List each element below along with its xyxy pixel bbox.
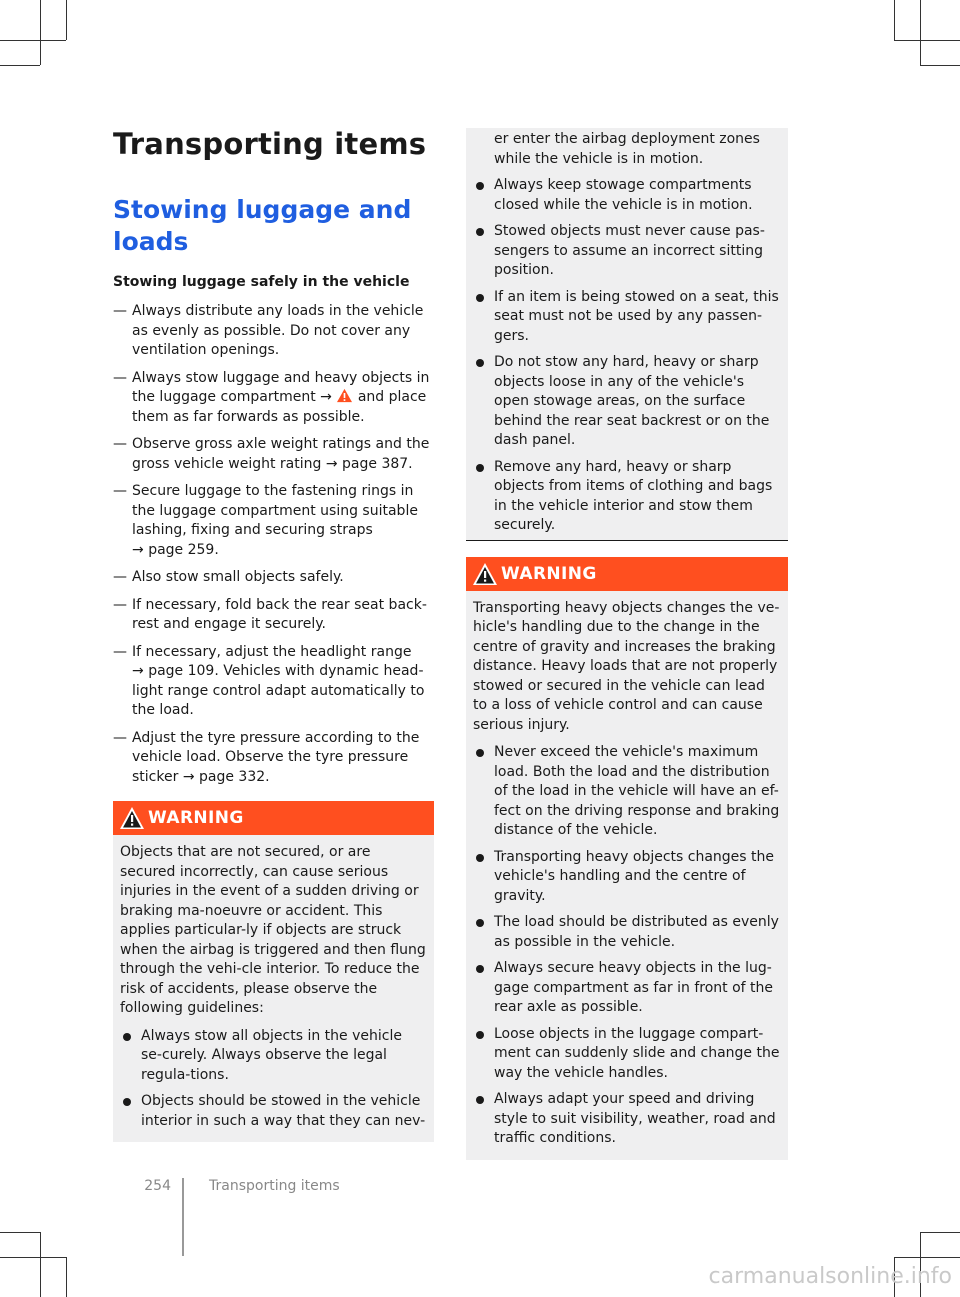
warning-intro: Transporting heavy objects changes the ve-hicle's handling due to the change in the centre of gravity and increases the braking distance. Heavy loads that are not properly stowed or secured in the vehicle can lead to a loss of vehicle control and can cause serious injury. [473,599,780,733]
page-title: Transporting items [113,127,427,161]
list-item: — If necessary, fold back the rear seat back-rest and engage it securely. [113,596,434,635]
warning-triangle-icon [472,562,498,586]
warning-continuation [466,128,788,541]
list-item: — Secure luggage to the fastening rings in the luggage compartment using suitable lashing, fixing and securing straps → page 259. [113,482,434,560]
warning-list [120,1027,427,1132]
page-reference[interactable]: page 387. [342,455,413,472]
list-item: The load should be distributed as evenly as possible in the vehicle. [473,913,781,952]
list-item: Always keep stowage compartments closed while the vehicle is in motion. [473,176,781,215]
warning-triangle-icon [336,388,353,403]
warning-triangle-icon [119,806,145,830]
arrow-icon: → [132,663,144,679]
crop-mark [66,1257,67,1297]
warning-list [473,176,781,538]
warning-intro: Objects that are not secured, or are secured incorrectly, can cause serious injuries in the event of a sudden driving or braking ma-noeuvre or accident. This applies particular-ly if objects are struck when the airbag is triggered and then flung through the vehi-cle interior. To reduce the risk of accidents, please observe the following guidelines: [120,844,426,1016]
page-number: 254 [144,1178,171,1194]
list-item: Never exceed the vehicle's maximum load. Both the load and the distribution of the load in the vehicle will have an ef-fect on the driving response and braking distance of the vehicle. [473,743,781,841]
list-item: — Always stow luggage and heavy objects in the luggage compartment → and place them as far forwards as possible. [113,369,434,428]
list-item: Do not stow any hard, heavy or sharp objects loose in any of the vehicle's open stowage areas, on the surface behind the rear seat backrest or on the dash panel. [473,353,781,451]
arrow-icon: → [325,455,338,472]
warning-header [466,557,788,591]
list-item: Always secure heavy objects in the lug-gage compartment as far in front of the rear axle as possible. [473,959,781,1018]
list-item: — Always distribute any loads in the vehicle as evenly as possible. Do not cover any ventilation openings. [113,302,434,361]
crop-mark [894,0,895,40]
page-reference[interactable]: page 332. [199,768,270,785]
list-item: If an item is being stowed on a seat, this seat must not be used by any passen-gers. [473,288,781,347]
crop-mark [40,1232,41,1297]
crop-mark [66,0,67,40]
arrow-icon: → [132,541,144,558]
list-item: Objects should be stowed in the vehicle interior in such a way that they can nev- [120,1092,427,1131]
crop-mark [894,1257,960,1258]
list-item: Always stow all objects in the vehicle se-curely. Always observe the legal regula-tions. [120,1027,427,1086]
section-title: Stowing luggage and loads [113,195,412,256]
warning-label: WARNING [501,563,597,584]
crop-mark [0,65,40,66]
warning-list [473,743,781,1149]
watermark: carmanualsonline.info [708,1264,952,1289]
list-item: — Adjust the tyre pressure according to the vehicle load. Observe the tyre pressure sticker → page 332. [113,729,434,788]
page-reference[interactable]: page 109. Vehicles with dynamic head-light range control adapt automatically to the load. [132,663,425,718]
subsection-title: Stowing luggage safely in the vehicle [113,274,410,290]
crop-mark [40,0,41,65]
arrow-icon: → [182,768,195,785]
crop-mark [894,40,960,41]
instruction-list [113,302,434,787]
warning-body [466,591,788,1160]
left-column [113,120,434,1142]
list-item: Stowed objects must never cause pas-sengers to assume an incorrect sitting position. [473,222,781,281]
crop-mark [0,1232,40,1233]
crop-mark [0,40,66,41]
crop-mark [0,1257,66,1258]
crop-mark [920,0,921,65]
list-item: — If necessary, adjust the headlight range → page 109. Vehicles with dynamic head-light range control adapt automatically to the load. [113,643,434,721]
continued-text: er enter the airbag deployment zones while the vehicle is in motion. [494,131,760,167]
warning-label: WARNING [148,808,244,828]
warning-header [113,801,434,835]
list-item: Transporting heavy objects changes the vehicle's handling and the centre of gravity. [473,848,781,907]
warning-body [113,835,434,1142]
crop-mark [920,1232,960,1233]
footer-divider [182,1178,184,1256]
list-item: Always adapt your speed and driving style to suit visibility, weather, road and traffic conditions. [473,1090,781,1149]
list-item: Remove any hard, heavy or sharp objects from items of clothing and bags in the vehicle interior and stow them securely. [473,458,781,538]
list-item: Loose objects in the luggage compart-ment can suddenly slide and change the way the vehicle handles. [473,1025,781,1084]
list-item: — Also stow small objects safely. [113,568,434,588]
warning-box [113,801,434,1142]
crop-mark [920,65,960,66]
right-column [466,128,788,1160]
footer-section-title: Transporting items [209,1178,340,1194]
list-item: — Observe gross axle weight ratings and the gross vehicle weight rating → page 387. [113,435,434,474]
arrow-icon: → [320,389,332,405]
warning-box [466,557,788,1160]
page-reference[interactable]: page 259. [148,541,219,558]
